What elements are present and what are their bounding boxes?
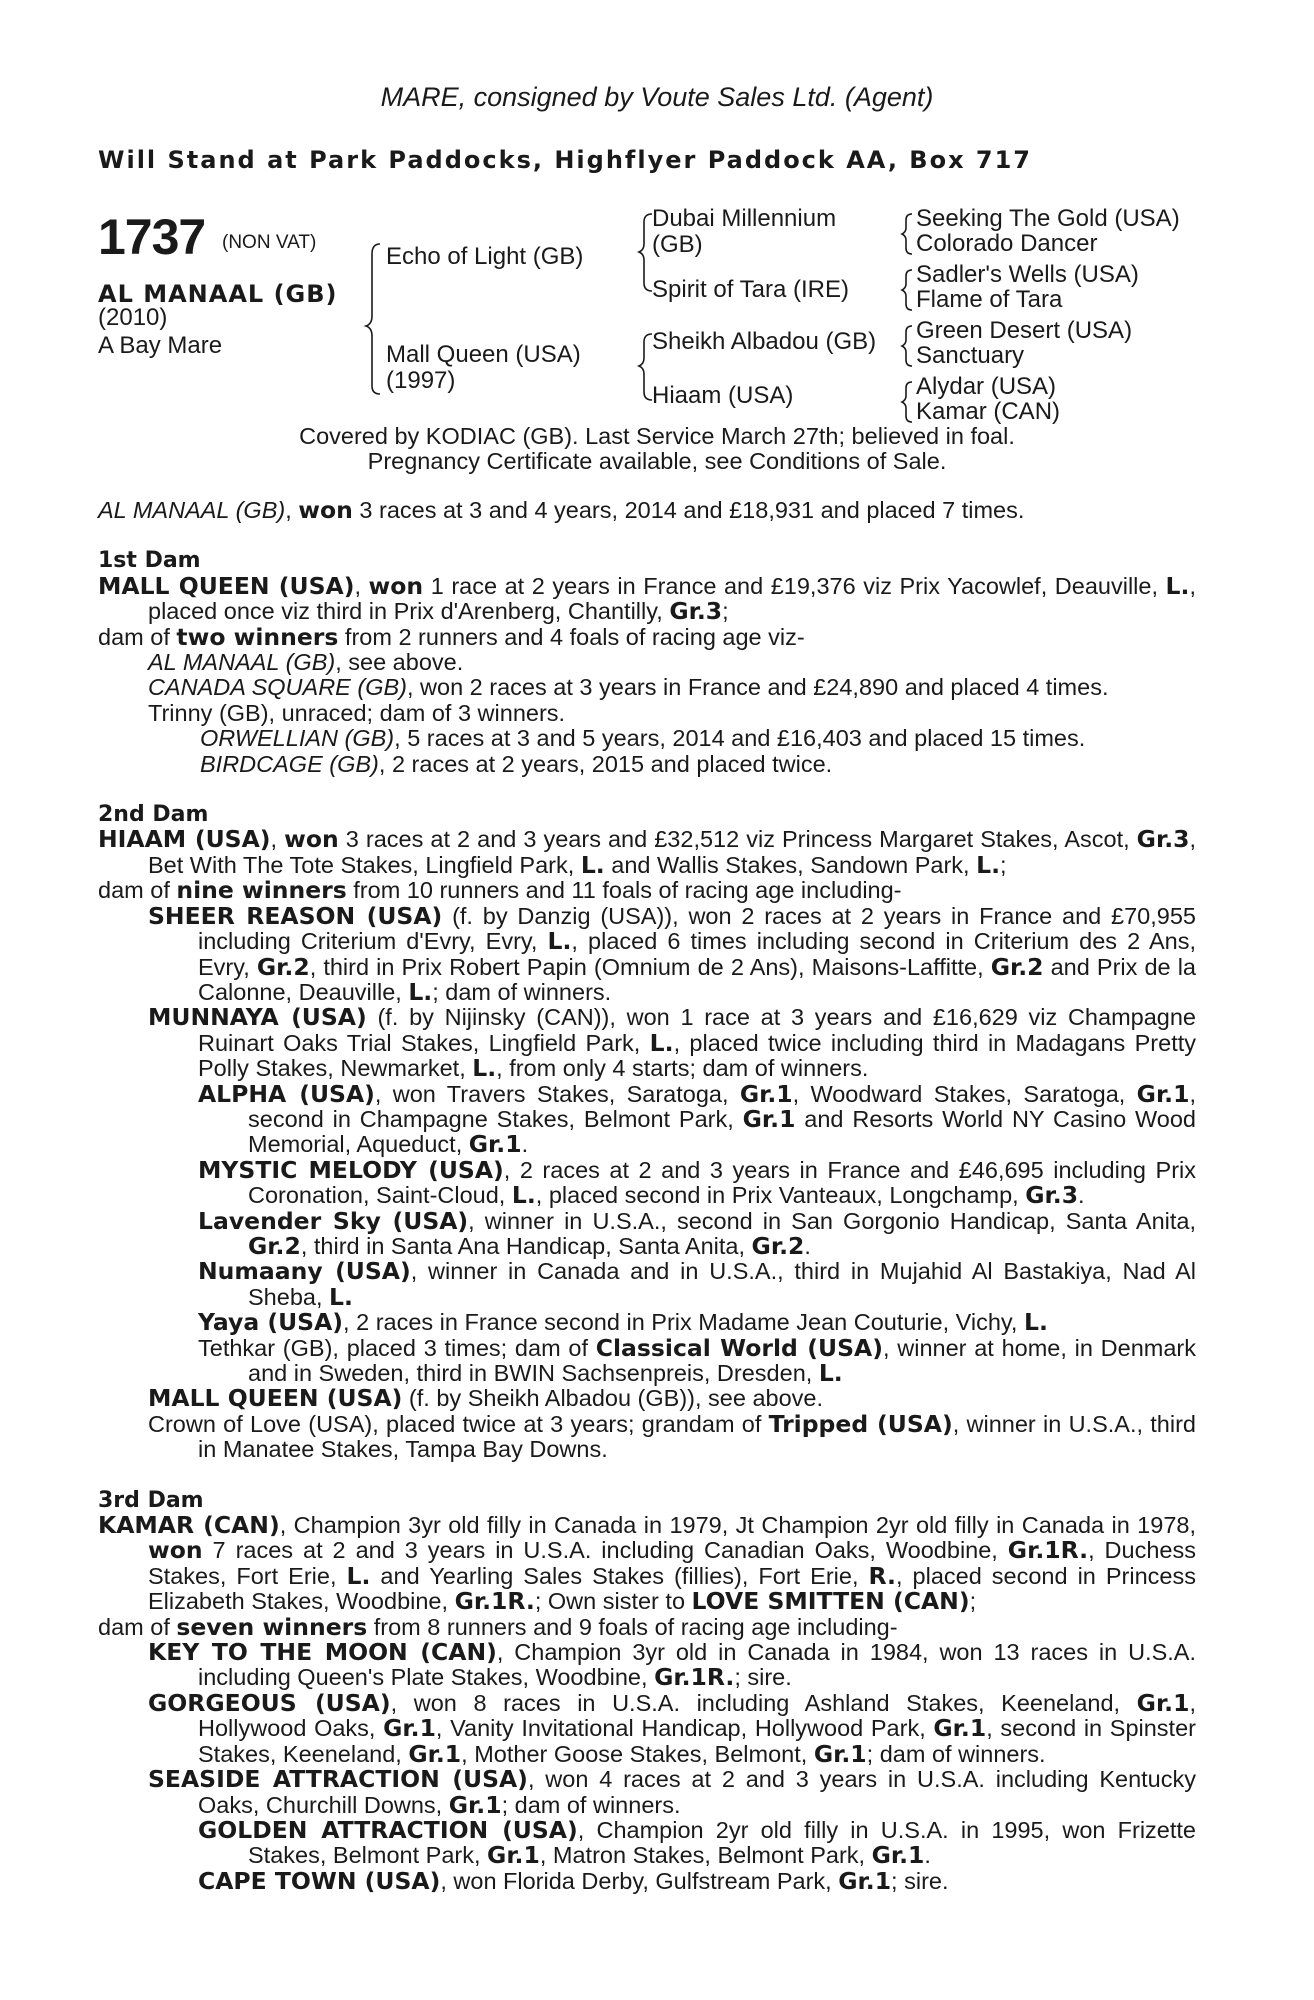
produce-item xyxy=(98,1767,1196,1818)
produce-item xyxy=(98,1310,1196,1335)
listed-badge: L. xyxy=(818,1359,843,1387)
produce-name: ORWELLIAN (GB) xyxy=(200,725,395,752)
listed-badge: L. xyxy=(976,850,1001,879)
sire-sire-country: (GB) xyxy=(652,231,703,258)
produce-item xyxy=(98,1259,1196,1310)
produce-item xyxy=(98,1815,1197,1870)
dam2-text: ; xyxy=(1000,851,1007,878)
listed-badge: L. xyxy=(580,850,605,879)
produce-text: ; dam of winners. xyxy=(432,978,612,1005)
grade-badge: Gr.1 xyxy=(813,1739,867,1768)
produce-text: , third in Prix Robert Papin (Omnium de 2 Ans), Maisons-Laffitte, xyxy=(309,953,991,980)
produce-text: , placed 6 times including second in Criterium des 2 Ans, Evry, xyxy=(198,928,1197,980)
covering-info xyxy=(0,424,1314,474)
produce-text: , Champion 3yr old in Canada in 1984, won 13 races in U.S.A. including Queen's Plate Stakes, Woodbine, xyxy=(198,1639,1196,1691)
dam3-record xyxy=(98,1513,1196,1615)
grade-badge: Gr.1 xyxy=(448,1790,502,1819)
produce-name: SHEER REASON (USA) xyxy=(148,901,443,930)
produce-text: . xyxy=(804,1232,811,1259)
produce-text: dam of xyxy=(98,623,177,650)
dam3-text: ; xyxy=(969,1588,977,1615)
produce-text: , Mother Goose Stakes, Belmont, xyxy=(461,1740,814,1767)
dam3-text: , Duchess Stakes, Fort Erie, xyxy=(148,1537,1196,1589)
produce-text: (f. by Nijinsky (CAN)), won 1 race at 3 years and £16,629 viz Champagne Ruinart Oaks Trial Stakes, Lingfield Park, xyxy=(198,1004,1196,1056)
dam3-text: 7 races at 2 and 3 years in U.S.A. including Canadian Oaks, Woodbine, xyxy=(202,1537,1008,1564)
produce-text: (f. by Danzig (USA)), won 2 races at 2 years in France and £70,955 including Criterium d'Evry, Evry, xyxy=(198,902,1196,955)
produce-item: Trinny (GB), unraced; dam of 3 winners. xyxy=(148,699,566,726)
grade-badge: Gr.1 xyxy=(487,1841,540,1870)
sire-sire-name: Dubai Millennium xyxy=(652,205,837,232)
produce-text: , 2 races in France second in Prix Madame Jean Couturie, Vichy, xyxy=(343,1309,1024,1336)
grade-badge: Gr.2 xyxy=(248,1231,301,1260)
produce-name: Numaany (USA) xyxy=(198,1257,411,1286)
dam3-text: ; Own sister to xyxy=(534,1588,692,1615)
dam2-name: HIAAM (USA) xyxy=(98,825,271,854)
listed-badge: L. xyxy=(408,977,433,1006)
produce-text: Tethkar (GB), placed 3 times; dam of xyxy=(198,1334,596,1361)
produce-text: , 2 races at 2 and 3 years in France and £46,695 including Prix Coronation, Saint-Cloud, xyxy=(248,1156,1196,1209)
covering-line: Covered by KODIAC (GB). Last Service March 27th; believed in foal. xyxy=(299,423,1015,449)
produce-item xyxy=(98,1079,1196,1159)
gen3-sds: Sadler's Wells (USA) xyxy=(916,261,1139,288)
produce-name: AL MANAAL (GB) xyxy=(148,649,336,676)
dam-year: (1997) xyxy=(386,367,456,394)
produce-text: , won Florida Derby, Gulfstream Park, xyxy=(440,1867,839,1894)
produce-text: , from only 4 starts; dam of winners. xyxy=(496,1055,869,1082)
dam1-won: won xyxy=(368,571,424,600)
dam3-heading: 3rd Dam xyxy=(98,1487,204,1513)
dam2-text: 3 races at 2 and 3 years and £32,512 viz Princess Margaret Stakes, Ascot, xyxy=(338,826,1137,853)
dam1-produce xyxy=(98,622,1196,651)
grade-badge: Gr.1 xyxy=(933,1714,987,1743)
restricted-badge: R. xyxy=(868,1561,896,1590)
gen3-dds: Alydar (USA) xyxy=(916,373,1057,400)
grade-badge: Gr.2 xyxy=(751,1231,805,1260)
produce-item xyxy=(98,1005,1196,1081)
produce-text: , won 2 races at 3 years in France and £24,890 and placed 4 times. xyxy=(406,674,1109,701)
grade-badge: Gr.2 xyxy=(990,952,1044,981)
produce-text: , 5 races at 3 and 5 years, 2014 and £16,403 and placed 15 times. xyxy=(394,725,1086,752)
lot-number: 1737 xyxy=(98,209,206,265)
produce-item xyxy=(98,1409,1196,1463)
produce-text: . xyxy=(521,1131,529,1158)
listed-badge: L. xyxy=(649,1028,674,1057)
produce-name: KEY TO THE MOON (CAN) xyxy=(148,1638,497,1667)
produce-item xyxy=(98,675,1196,700)
dam1-record: MALL QUEEN (USA), won 1 race at 2 years in France and £19,376 viz Prix Yacowlef, Deauville, L., placed once viz third in Prix d'Arenberg, Chantilly, Gr.3; xyxy=(98,571,1196,626)
produce-name: MUNNAYA (USA) xyxy=(148,1003,367,1032)
produce-text: ; sire. xyxy=(734,1664,792,1691)
dam2-heading: 2nd Dam xyxy=(98,802,209,828)
produce-name: Lavender Sky (USA) xyxy=(198,1206,469,1235)
listed-badge: L. xyxy=(346,1561,371,1590)
dam-dam-name: Hiaam (USA) xyxy=(652,382,794,409)
produce-item xyxy=(98,1206,1196,1260)
grade-badge: Gr.1 xyxy=(742,1104,796,1133)
pregnancy-line: Pregnancy Certificate available, see Conditions of Sale. xyxy=(367,448,947,474)
consignment-line: MARE, consigned by Voute Sales Ltd. (Agent) xyxy=(380,82,934,112)
gen3-ssd: Colorado Dancer xyxy=(916,230,1098,257)
produce-item xyxy=(98,650,1196,675)
horse-name: AL MANAAL (GB) xyxy=(98,280,338,308)
produce-text: dam of xyxy=(98,1613,177,1640)
produce-item xyxy=(98,1333,1197,1387)
grade-badge: Gr.1 xyxy=(383,1714,436,1743)
produce-text: and Prix de la Calonne, Deauville, xyxy=(198,953,1196,1005)
produce-text: dam of xyxy=(98,877,177,904)
produce-name: Classical World (USA) xyxy=(595,1333,883,1362)
dam3-text: , Champion 3yr old filly in Canada in 1979, Jt Champion 2yr old filly in Canada in 1978, xyxy=(279,1512,1196,1539)
produce-text: ; dam of winners. xyxy=(866,1740,1046,1767)
produce-name: ALPHA (USA) xyxy=(198,1079,375,1108)
produce-text: ; sire. xyxy=(891,1867,949,1894)
listed-badge: L. xyxy=(547,927,572,956)
produce-text: , Champion 2yr old filly in U.S.A. in 1995, won Frizette Stakes, Belmont Park, xyxy=(248,1816,1197,1869)
stand-location: Will Stand at Park Paddocks, Highflyer Paddock AA, Box 717 xyxy=(98,146,1033,174)
sire-dam-name: Spirit of Tara (IRE) xyxy=(652,276,849,303)
produce-text: , Matron Stakes, Belmont Park, xyxy=(539,1842,872,1869)
winners-count: two winners xyxy=(176,622,339,651)
produce-name: MYSTIC MELODY (USA) xyxy=(198,1155,504,1184)
dam2-record: HIAAM (USA), won 3 races at 2 and 3 years and £32,512 viz Princess Margaret Stakes, Ascot, Gr.3, Bet With The Tote Stakes, Lingfield Park, L. and Wallis Stakes, Sandown Park, L.; xyxy=(98,825,1197,879)
grade-badge: Gr.1 xyxy=(408,1739,462,1768)
produce-text: from 8 runners and 9 foals of racing age including- xyxy=(367,1613,898,1640)
produce-text: . xyxy=(1078,1182,1085,1209)
dam-name: Mall Queen (USA) xyxy=(386,341,581,368)
produce-item xyxy=(98,1688,1196,1768)
produce-item xyxy=(98,1640,1196,1691)
produce-name: Tripped (USA) xyxy=(768,1409,953,1438)
produce-item xyxy=(98,1866,1196,1895)
produce-text: , won 8 races in U.S.A. including Ashland Stakes, Keeneland, xyxy=(390,1689,1137,1716)
dam3-text: and Yearling Sales Stakes (fillies), Fort Erie, xyxy=(370,1562,869,1589)
listed-badge: L. xyxy=(1023,1308,1048,1337)
dam2-text: and Wallis Stakes, Sandown Park, xyxy=(604,851,977,878)
winners-count: nine winners xyxy=(176,876,347,905)
dam1-heading: 1st Dam xyxy=(98,548,201,574)
produce-name: CAPE TOWN (USA) xyxy=(198,1866,441,1895)
produce-name: CANADA SQUARE (GB) xyxy=(148,674,407,701)
produce-text: , Woodward Stakes, Saratoga, xyxy=(792,1080,1137,1107)
produce-text: , winner at home, in Denmark and in Sweden, third in BWIN Sachsenpreis, Dresden, xyxy=(248,1334,1197,1386)
produce-name: Yaya (USA) xyxy=(198,1308,344,1337)
produce-item xyxy=(98,901,1197,1006)
dam1-text: 1 race at 2 years in France and £19,376 viz Prix Yacowlef, Deauville, xyxy=(423,572,1166,599)
dam3-won: won xyxy=(148,1536,203,1565)
produce-name: GOLDEN ATTRACTION (USA) xyxy=(198,1815,578,1844)
grade-badge: Gr.3 xyxy=(1136,825,1190,854)
dam2-produce xyxy=(98,878,1196,903)
summary-text: 3 races at 3 and 4 years, 2014 and £18,931 and placed 7 times. xyxy=(352,497,1025,523)
produce-text: from 10 runners and 11 foals of racing age including- xyxy=(346,877,902,904)
grade-badge: Gr.3 xyxy=(1025,1181,1079,1210)
grade-badge: Gr.1R. xyxy=(654,1663,735,1692)
listed-badge: L. xyxy=(1165,571,1190,600)
produce-text: , third in Santa Ana Handicap, Santa Anita, xyxy=(300,1232,752,1259)
dam3-name: KAMAR (CAN) xyxy=(98,1511,280,1540)
produce-text: , second in Spinster Stakes, Keeneland, xyxy=(198,1715,1196,1767)
produce-text: and Resorts World NY Casino Wood Memorial, Aqueduct, xyxy=(248,1105,1196,1158)
produce-text: , winner in U.S.A., second in San Gorgonio Handicap, Santa Anita, xyxy=(468,1207,1196,1234)
produce-item xyxy=(98,726,1196,751)
produce-name: BIRDCAGE (GB) xyxy=(200,750,379,777)
gen3-dss: Green Desert (USA) xyxy=(916,317,1133,344)
lot-summary: AL MANAAL (GB), won 3 races at 3 and 4 years, 2014 and £18,931 and placed 7 times. xyxy=(98,496,1025,524)
dam2-won: won xyxy=(284,825,339,854)
sire-name: Echo of Light (GB) xyxy=(386,243,584,270)
summary-name: AL MANAAL (GB) xyxy=(98,497,286,523)
grade-badge: Gr.1R. xyxy=(454,1587,535,1616)
listed-badge: L. xyxy=(472,1054,497,1083)
winners-count: seven winners xyxy=(176,1612,368,1641)
produce-text: from 2 runners and 4 foals of racing age viz- xyxy=(338,623,805,650)
dam3-produce xyxy=(98,1612,1196,1641)
gen3-ddd: Kamar (CAN) xyxy=(916,398,1061,425)
horse-year: (2010) xyxy=(98,304,168,331)
produce-text: (f. by Sheikh Albadou (GB)), see above. xyxy=(402,1385,824,1412)
produce-item xyxy=(98,752,1196,777)
listed-badge: L. xyxy=(329,1282,353,1311)
gen3-sdd: Flame of Tara xyxy=(916,286,1063,313)
listed-badge: L. xyxy=(511,1181,536,1210)
dam1-name: MALL QUEEN (USA) xyxy=(98,571,355,600)
dam1-text: , placed once viz third in Prix d'Arenberg, Chantilly, xyxy=(148,572,1196,625)
sibling-name: LOVE SMITTEN (CAN) xyxy=(691,1587,970,1616)
produce-text: , winner in Canada and in U.S.A., third in Mujahid Al Bastakiya, Nad Al Sheba, xyxy=(248,1258,1196,1310)
grade-badge: Gr.1 xyxy=(871,1841,925,1870)
grade-badge: Gr.2 xyxy=(256,952,310,981)
produce-item xyxy=(98,1155,1196,1210)
grade-badge: Gr.1R. xyxy=(1007,1536,1089,1565)
vat-status: (NON VAT) xyxy=(222,232,317,253)
gen3-dsd: Sanctuary xyxy=(916,342,1025,369)
produce-text: , placed second in Prix Vanteaux, Longchamp, xyxy=(535,1182,1026,1209)
grade-badge: Gr.1 xyxy=(1136,1079,1190,1108)
produce-text: , winner in U.S.A., third in Manatee Stakes, Tampa Bay Downs. xyxy=(198,1410,1196,1463)
summary-won: won xyxy=(298,496,353,524)
grade-badge: Gr.3 xyxy=(669,597,723,626)
produce-name: SEASIDE ATTRACTION (USA) xyxy=(148,1765,528,1794)
produce-text: , 2 races at 2 years, 2015 and placed twice. xyxy=(378,750,833,777)
produce-text: Crown of Love (USA), placed twice at 3 years; grandam of xyxy=(148,1410,769,1437)
grade-badge: Gr.1 xyxy=(1136,1688,1190,1717)
produce-text: , Hollywood Oaks, xyxy=(198,1689,1196,1742)
dam1-text: ; xyxy=(722,598,729,625)
produce-text: , Vanity Invitational Handicap, Hollywood Park, xyxy=(435,1715,934,1742)
produce-name: GORGEOUS (USA) xyxy=(148,1688,391,1717)
gen3-sss: Seeking The Gold (USA) xyxy=(916,205,1180,232)
grade-badge: Gr.1 xyxy=(739,1079,793,1108)
produce-text: , placed twice including third in Madagans Pretty Polly Stakes, Newmarket, xyxy=(198,1029,1196,1082)
grade-badge: Gr.1 xyxy=(468,1130,522,1159)
horse-description: A Bay Mare xyxy=(98,332,223,359)
dam-sire-name: Sheikh Albadou (GB) xyxy=(652,328,877,355)
catalogue-body xyxy=(98,498,1196,1894)
produce-text: . xyxy=(924,1842,931,1869)
produce-text: ; dam of winners. xyxy=(501,1791,681,1818)
produce-text: , won 4 races at 2 and 3 years in U.S.A. including Kentucky Oaks, Churchill Downs, xyxy=(198,1766,1197,1818)
produce-text: , second in Champagne Stakes, Belmont Park, xyxy=(248,1080,1196,1132)
produce-text: , won Travers Stakes, Saratoga, xyxy=(374,1080,740,1107)
produce-name: MALL QUEEN (USA) xyxy=(148,1384,403,1413)
produce-item xyxy=(98,1386,1196,1411)
dam2-text: , Bet With The Tote Stakes, Lingfield Park, xyxy=(148,826,1197,878)
grade-badge: Gr.1 xyxy=(838,1866,892,1895)
produce-text: , see above. xyxy=(335,649,464,676)
dam3-text: , placed second in Princess Elizabeth Stakes, Woodbine, xyxy=(148,1562,1196,1615)
